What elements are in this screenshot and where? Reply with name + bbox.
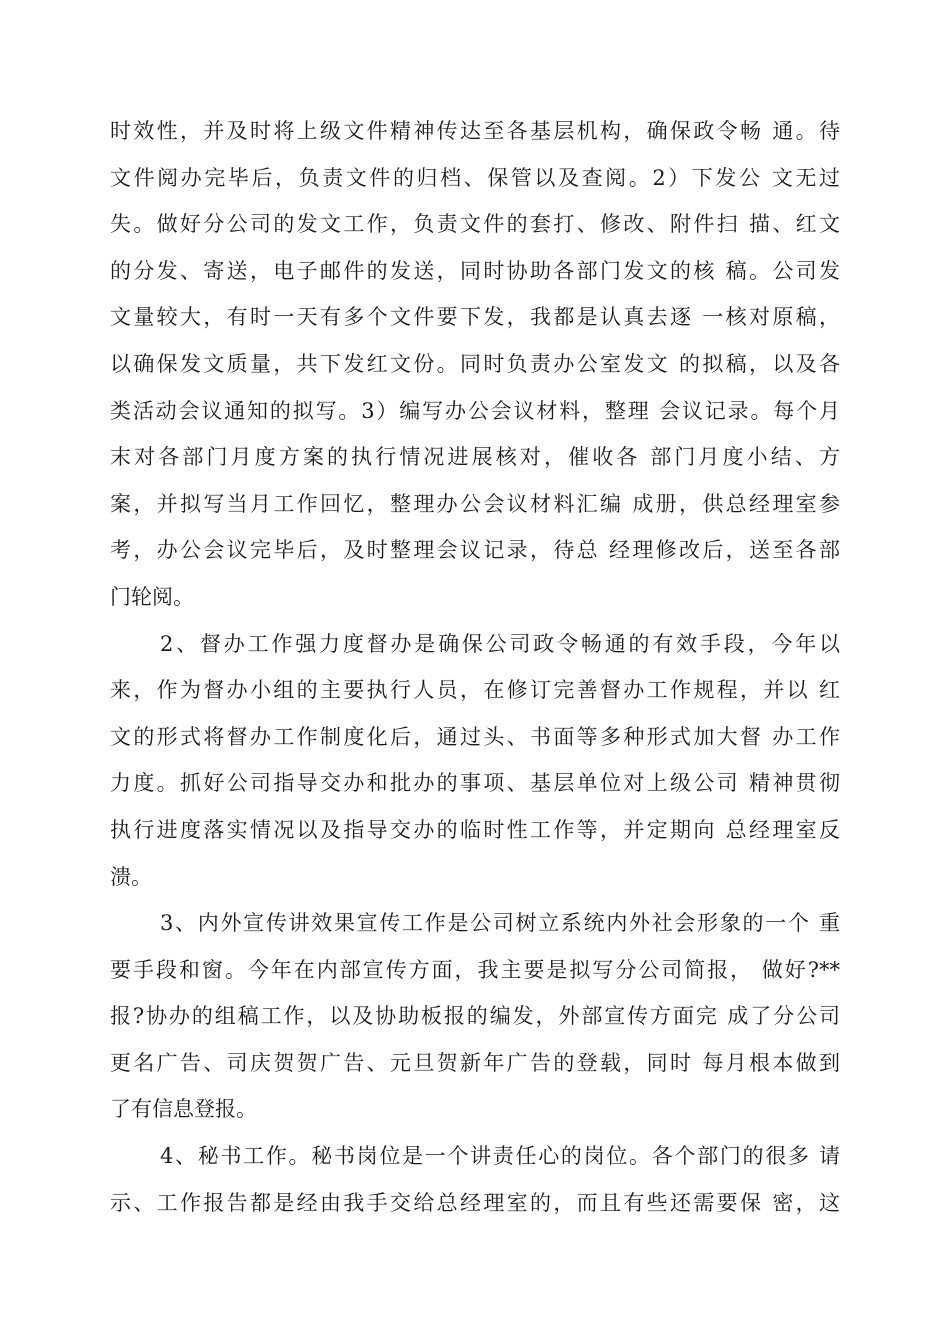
paragraph xyxy=(110,621,840,901)
text-line: 考，办公会议完毕后，及时整理会议记录，待总 经理修改后，送至各部 xyxy=(110,538,840,563)
document-page xyxy=(110,108,840,1226)
text-line: 3、内外宣传讲效果宣传工作是公司树立系统内外社会形象的一个 重 xyxy=(160,911,840,936)
text-line: 更名广告、司庆贺贺广告、元旦贺新年广告的登载，同时 每月根本做到 xyxy=(110,1050,840,1075)
text-line: 失。做好分公司的发文工作，负责文件的套打、修改、附件扫 描、红文 xyxy=(110,212,840,237)
text-line: 类活动会议通知的拟写。3）编写办公会议材料，整理 会议记录。每个月 xyxy=(110,398,840,423)
text-line: 文量较大，有时一天有多个文件要下发，我都是认真去逐 一核对原稿， xyxy=(110,305,840,330)
text-line: 溃。 xyxy=(110,864,152,889)
text-line: 门轮阅。 xyxy=(110,584,194,609)
text-line: 文件阅办完毕后，负责文件的归档、保管以及查阅。2）下发公 文无过 xyxy=(110,165,840,190)
text-line: 的分发、寄送，电子邮件的发送，同时协助各部门发文的核 稿。公司发 xyxy=(110,258,840,283)
text-line: 2、督办工作强力度督办是确保公司政令畅通的有效手段，今年以 xyxy=(160,631,840,656)
paragraph xyxy=(110,900,840,1133)
text-line: 示、工作报告都是经由我手交给总经理室的，而且有些还需要保 密，这 xyxy=(110,1190,840,1215)
text-line: 报?协办的组稿工作，以及协助板报的编发，外部宣传方面完 成了分公司 xyxy=(110,1004,840,1029)
text-line: 末对各部门月度方案的执行情况进展核对，催收各 部门月度小结、方 xyxy=(110,445,840,470)
text-line: 来，作为督办小组的主要执行人员，在修订完善督办工作规程，并以 红 xyxy=(110,678,840,703)
text-line: 时效性，并及时将上级文件精神传达至各基层机构，确保政令畅 通。待 xyxy=(110,119,840,143)
text-line: 执行进度落实情况以及指导交办的临时性工作等，并定期向 总经理室反 xyxy=(110,817,840,842)
paragraph xyxy=(110,1133,840,1226)
text-line: 案，并拟写当月工作回忆，整理办公会议材料汇编 成册，供总经理室参 xyxy=(110,491,840,516)
paragraph xyxy=(110,108,840,621)
text-line: 文的形式将督办工作制度化后，通过头、书面等多种形式加大督 办工作 xyxy=(110,724,840,749)
text-line: 力度。抓好公司指导交办和批办的事项、基层单位对上级公司 精神贯彻 xyxy=(110,771,840,796)
text-line: 要手段和窗。今年在内部宣传方面，我主要是拟写分公司简报， 做好?** xyxy=(110,957,840,982)
text-line: 以确保发文质量，共下发红文份。同时负责办公室发文 的拟稿，以及各 xyxy=(110,351,840,376)
text-line: 了有信息登报。 xyxy=(110,1097,257,1122)
text-line: 4、秘书工作。秘书岗位是一个讲责任心的岗位。各个部门的很多 请 xyxy=(160,1144,840,1169)
